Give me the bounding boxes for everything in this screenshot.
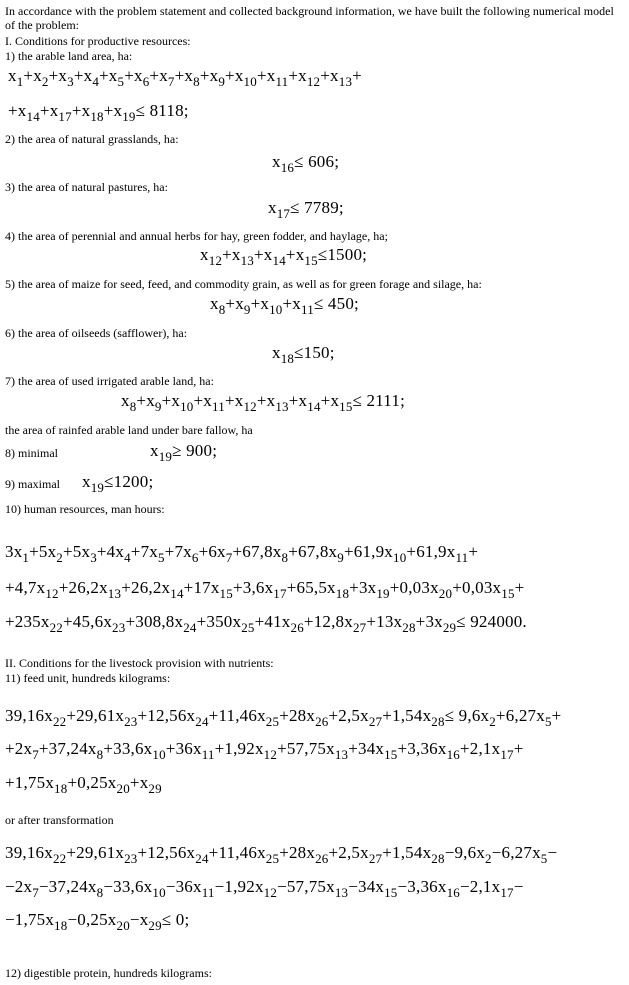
- equation-subscript: 16: [446, 885, 460, 900]
- transformed-equation-line-2: [5, 877, 524, 900]
- equation-term: ≤1500;: [317, 245, 368, 264]
- equation-term: +0,03x: [389, 578, 439, 597]
- section-heading-1: I. Conditions for productive resources:: [5, 34, 191, 48]
- equation-subscript: 8: [218, 302, 226, 317]
- equation-term: +13x: [366, 612, 403, 631]
- equation-subscript: 27: [368, 714, 383, 729]
- equation-term: +7x: [164, 542, 192, 561]
- equation-subscript: 18: [54, 781, 68, 796]
- equation-term: +x: [256, 66, 276, 85]
- equation-term: +x: [73, 66, 93, 85]
- condition-1-equation-line-1: [8, 66, 362, 89]
- equation-term: 3x: [5, 542, 23, 561]
- condition-6-label: 6) the area of oilseeds (safflower), ha:: [5, 326, 188, 340]
- equation-subscript: 10: [269, 302, 283, 317]
- equation-subscript: 10: [180, 399, 194, 414]
- equation-term: +61,9x: [406, 542, 456, 561]
- equation-term: +26,2x: [58, 578, 108, 597]
- equation-subscript: 22: [52, 851, 67, 866]
- equation-term: ≤ 2111;: [352, 391, 406, 410]
- equation-term: +3,6x: [232, 578, 274, 597]
- condition-7-label: 7) the area of used irrigated arable land, ha:: [5, 374, 214, 388]
- equation-term: +2x: [5, 739, 33, 758]
- equation-term: +x: [149, 66, 168, 85]
- equation-term: +12,8x: [303, 612, 353, 631]
- equation-subscript: 25: [265, 851, 280, 866]
- equation-subscript: 6: [142, 74, 150, 89]
- condition-1-equation-line-2: [8, 101, 189, 124]
- equation-term: +x: [124, 66, 143, 85]
- equation-subscript: 18: [90, 109, 104, 124]
- equation-subscript: 12: [306, 74, 321, 89]
- equation-subscript: 3: [67, 74, 74, 89]
- equation-term: x: [82, 472, 91, 491]
- equation-term: +12,56x: [137, 843, 196, 862]
- equation-subscript: 12: [208, 253, 223, 268]
- condition-10-equation-line-2: [5, 578, 525, 601]
- equation-subscript: 10: [152, 885, 166, 900]
- equation-term: +x: [225, 66, 244, 85]
- equation-subscript: 13: [334, 885, 349, 900]
- equation-subscript: 28: [402, 620, 416, 635]
- equation-subscript: 15: [339, 399, 353, 414]
- equation-subscript: 5: [117, 74, 125, 89]
- equation-term: +67,8x: [288, 542, 338, 561]
- equation-term: +11,46x: [208, 706, 266, 725]
- equation-subscript: 9: [154, 399, 162, 414]
- equation-term: +65,5x: [286, 578, 336, 597]
- equation-term: +: [468, 542, 479, 561]
- condition-5-equation: [210, 294, 359, 317]
- condition-1-label: 1) the arable land area, ha:: [5, 49, 133, 63]
- equation-subscript: 10: [152, 747, 166, 762]
- equation-term: +0,03x: [452, 578, 502, 597]
- equation-subscript: 15: [304, 253, 318, 268]
- equation-term: x: [200, 245, 209, 264]
- equation-term: x: [268, 198, 277, 217]
- equation-term: +33,6x: [103, 739, 153, 758]
- equation-term: ≤150;: [294, 343, 335, 362]
- equation-subscript: 24: [183, 620, 197, 635]
- equation-term: +x: [320, 66, 339, 85]
- equation-term: ≤ 924000.: [456, 612, 527, 631]
- equation-term: +2,1x: [459, 739, 501, 758]
- equation-subscript: 13: [275, 399, 289, 414]
- equation-term: +x: [23, 66, 42, 85]
- equation-subscript: 2: [41, 74, 49, 89]
- equation-term: +3x: [349, 578, 377, 597]
- equation-term: +1,54x: [382, 706, 432, 725]
- equation-term: +45,6x: [63, 612, 113, 631]
- equation-subscript: 17: [276, 206, 291, 221]
- equation-term: +29,61x: [66, 706, 125, 725]
- equation-term: −0,25x: [67, 910, 117, 929]
- condition-5-label: 5) the area of maize for seed, feed, and commodity grain, as well as for green forage and silage, ha:: [5, 277, 482, 291]
- equation-subscript: 12: [45, 586, 59, 601]
- equation-term: +x: [254, 245, 273, 264]
- equation-term: +4x: [96, 542, 125, 561]
- equation-term: +x: [222, 245, 241, 264]
- equation-subscript: 22: [49, 620, 63, 635]
- equation-subscript: 12: [263, 747, 278, 762]
- equation-term: +6x: [198, 542, 226, 561]
- equation-term: +11,46x: [208, 843, 266, 862]
- equation-subscript: 5: [544, 714, 552, 729]
- equation-term: +x: [256, 391, 276, 410]
- equation-term: +2,5x: [328, 843, 369, 862]
- equation-subscript: 17: [58, 109, 72, 124]
- equation-subscript: 12: [243, 399, 257, 414]
- condition-10-equation-line-3: [5, 612, 527, 635]
- equation-subscript: 24: [195, 851, 209, 866]
- equation-subscript: 13: [334, 747, 349, 762]
- equation-subscript: 19: [376, 586, 390, 601]
- equation-term: −36x: [165, 877, 202, 896]
- equation-subscript: 29: [442, 620, 457, 635]
- equation-subscript: 17: [500, 747, 514, 762]
- equation-term: +6,27x: [495, 706, 545, 725]
- equation-term: +x: [103, 101, 123, 120]
- condition-9-equation: [82, 472, 154, 495]
- equation-term: +3x: [415, 612, 443, 631]
- equation-subscript: 7: [167, 74, 175, 89]
- equation-term: +7x: [130, 542, 158, 561]
- condition-11-equation-line-2: [5, 739, 524, 762]
- equation-term: +x: [320, 391, 340, 410]
- equation-subscript: 14: [170, 586, 184, 601]
- transformed-equation-line-3: [5, 910, 190, 933]
- equation-subscript: 13: [338, 74, 353, 89]
- equation-term: ≤ 8118;: [135, 101, 189, 120]
- equation-subscript: 8: [96, 747, 104, 762]
- equation-term: −57,75x: [277, 877, 335, 896]
- equation-term: +26,2x: [121, 578, 171, 597]
- equation-term: +0,25x: [67, 773, 117, 792]
- equation-subscript: 14: [272, 253, 286, 268]
- equation-subscript: 8: [96, 885, 104, 900]
- equation-term: +x: [129, 773, 149, 792]
- equation-term: −37,24x: [38, 877, 97, 896]
- transformed-equation-line-1: [5, 843, 558, 866]
- equation-subscript: 15: [219, 586, 233, 601]
- equation-subscript: 16: [280, 160, 295, 175]
- equation-term: x: [150, 441, 159, 460]
- section-heading-2: II. Conditions for the livestock provision with nutrients:: [5, 656, 274, 670]
- equation-subscript: 7: [32, 885, 39, 900]
- equation-term: x: [121, 391, 130, 410]
- equation-term: −6,27x: [491, 843, 541, 862]
- equation-subscript: 1: [16, 74, 24, 89]
- equation-subscript: 24: [195, 714, 209, 729]
- equation-subscript: 15: [384, 885, 398, 900]
- equation-subscript: 26: [315, 714, 329, 729]
- equation-subscript: 22: [52, 714, 67, 729]
- equation-subscript: 8: [129, 399, 137, 414]
- equation-term: 39,16x: [5, 706, 53, 725]
- equation-term: +5x: [29, 542, 57, 561]
- condition-2-equation: [272, 152, 340, 175]
- condition-3-label: 3) the area of natural pastures, ha:: [5, 180, 168, 194]
- equation-term: −3,36x: [397, 877, 447, 896]
- equation-term: x: [8, 66, 17, 85]
- equation-subscript: 20: [116, 918, 130, 933]
- equation-subscript: 11: [275, 74, 289, 89]
- equation-term: +1,92x: [214, 739, 264, 758]
- equation-term: ≤ 606;: [294, 152, 340, 171]
- equation-subscript: 20: [438, 586, 453, 601]
- condition-8-equation: [150, 441, 218, 464]
- equation-subscript: 18: [335, 586, 350, 601]
- equation-term: −2,1x: [459, 877, 501, 896]
- equation-term: +1,54x: [382, 843, 432, 862]
- equation-subscript: 9: [337, 550, 344, 565]
- condition-9-label: 9) maximal: [5, 477, 60, 491]
- equation-term: +57,75x: [277, 739, 335, 758]
- equation-subscript: 23: [124, 714, 138, 729]
- equation-term: +x: [161, 391, 181, 410]
- equation-term: +36x: [165, 739, 202, 758]
- equation-term: −1,92x: [214, 877, 264, 896]
- equation-subscript: 28: [431, 851, 445, 866]
- equation-term: −2x: [5, 877, 33, 896]
- condition-12-label: 12) digestible protein, hundreds kilograms:: [5, 966, 212, 980]
- equation-subscript: 27: [352, 620, 367, 635]
- equation-term: +28x: [279, 706, 316, 725]
- equation-term: +: [513, 739, 524, 758]
- equation-subscript: 7: [225, 550, 233, 565]
- equation-subscript: 27: [368, 851, 383, 866]
- condition-4-label: 4) the area of perennial and annual herbs for hay, green fodder, and haylage, ha;: [5, 229, 388, 243]
- equation-term: +34x: [348, 739, 385, 758]
- condition-2-label: 2) the area of natural grasslands, ha:: [5, 132, 179, 146]
- equation-subscript: 19: [90, 480, 105, 495]
- equation-term: −: [547, 843, 558, 862]
- equation-term: +29,61x: [66, 843, 125, 862]
- equation-subscript: 14: [26, 109, 40, 124]
- equation-term: +x: [282, 294, 302, 313]
- equation-subscript: 8: [281, 550, 289, 565]
- equation-term: −: [513, 877, 524, 896]
- equation-subscript: 7: [32, 747, 39, 762]
- equation-subscript: 29: [148, 781, 162, 796]
- equation-term: ≤1200;: [104, 472, 154, 491]
- equation-term: +1,75x: [5, 773, 55, 792]
- equation-subscript: 18: [54, 918, 68, 933]
- equation-subscript: 12: [263, 885, 278, 900]
- equation-subscript: 11: [455, 550, 469, 565]
- equation-subscript: 19: [122, 109, 136, 124]
- equation-term: +x: [225, 294, 244, 313]
- equation-term: +350x: [196, 612, 242, 631]
- equation-subscript: 2: [485, 851, 492, 866]
- equation-subscript: 8: [193, 74, 200, 89]
- equation-term: +x: [288, 66, 307, 85]
- condition-11-equation-line-3: [5, 773, 162, 796]
- equation-subscript: 28: [431, 714, 445, 729]
- condition-11-equation-line-1: [5, 706, 562, 729]
- equation-term: +x: [39, 101, 59, 120]
- equation-subscript: 15: [501, 586, 515, 601]
- transformation-label: or after transformation: [5, 813, 114, 827]
- equation-subscript: 6: [191, 550, 199, 565]
- equation-subscript: 11: [201, 747, 215, 762]
- equation-subscript: 4: [124, 550, 131, 565]
- equation-term: +x: [285, 245, 305, 264]
- condition-6-equation: [272, 343, 335, 366]
- equation-subscript: 9: [243, 302, 251, 317]
- equation-term: +x: [136, 391, 155, 410]
- equation-term: +61,9x: [343, 542, 393, 561]
- equation-term: ≤ 0;: [161, 910, 190, 929]
- condition-4-equation: [200, 245, 368, 268]
- equation-subscript: 13: [107, 586, 122, 601]
- equation-subscript: 17: [500, 885, 514, 900]
- equation-term: +x: [99, 66, 118, 85]
- equation-term: +5x: [63, 542, 91, 561]
- equation-subscript: 10: [243, 74, 257, 89]
- equation-term: ≤ 9,6x: [444, 706, 490, 725]
- equation-subscript: 13: [240, 253, 255, 268]
- equation-term: −34x: [348, 877, 385, 896]
- equation-subscript: 2: [56, 550, 63, 565]
- equation-subscript: 11: [201, 885, 215, 900]
- equation-term: +x: [193, 391, 213, 410]
- equation-term: ≤ 450;: [313, 294, 359, 313]
- equation-term: x: [272, 343, 281, 362]
- equation-subscript: 4: [92, 74, 100, 89]
- equation-subscript: 19: [158, 449, 173, 464]
- equation-term: +x: [224, 391, 244, 410]
- equation-term: −33,6x: [103, 877, 153, 896]
- equation-term: +4,7x: [5, 578, 46, 597]
- condition-3-equation: [268, 198, 344, 221]
- equation-term: +x: [48, 66, 68, 85]
- equation-subscript: 23: [112, 620, 126, 635]
- equation-term: +67,8x: [232, 542, 282, 561]
- equation-term: +3,36x: [397, 739, 447, 758]
- equation-term: +235x: [5, 612, 50, 631]
- equation-term: +: [352, 66, 362, 85]
- equation-subscript: 10: [393, 550, 407, 565]
- condition-10-equation-line-1: [5, 542, 479, 565]
- equation-subscript: 14: [307, 399, 321, 414]
- equation-term: x: [210, 294, 219, 313]
- equation-term: +x: [199, 66, 219, 85]
- equation-subscript: 3: [90, 550, 97, 565]
- equation-subscript: 2: [489, 714, 496, 729]
- intro-paragraph: In accordance with the problem statement and collected background information, we have built the following numerical model of the problem:: [5, 4, 614, 32]
- equation-term: +x: [174, 66, 194, 85]
- equation-subscript: 18: [280, 351, 295, 366]
- equation-term: −x: [129, 910, 149, 929]
- equation-subscript: 11: [301, 302, 314, 317]
- equation-subscript: 5: [157, 550, 165, 565]
- rainfed-label: the area of rainfed arable land under bare fallow, ha: [5, 423, 253, 437]
- equation-term: +: [514, 578, 525, 597]
- condition-7-equation: [121, 391, 406, 414]
- equation-term: +x: [288, 391, 308, 410]
- condition-10-label: 10) human resources, man hours:: [5, 502, 165, 516]
- equation-subscript: 23: [124, 851, 138, 866]
- equation-term: ≥ 900;: [172, 441, 218, 460]
- equation-subscript: 17: [273, 586, 287, 601]
- equation-term: x: [272, 152, 281, 171]
- equation-term: +: [551, 706, 562, 725]
- equation-term: +17x: [183, 578, 220, 597]
- equation-term: +12,56x: [137, 706, 196, 725]
- equation-subscript: 26: [290, 620, 304, 635]
- equation-subscript: 20: [116, 781, 130, 796]
- equation-term: +37,24x: [38, 739, 97, 758]
- equation-term: 39,16x: [5, 843, 53, 862]
- equation-term: +x: [8, 101, 27, 120]
- equation-subscript: 1: [22, 550, 30, 565]
- equation-subscript: 25: [265, 714, 280, 729]
- equation-subscript: 15: [384, 747, 398, 762]
- equation-term: −9,6x: [444, 843, 486, 862]
- equation-subscript: 25: [241, 620, 255, 635]
- condition-11-label: 11) feed unit, hundreds kilograms:: [5, 671, 171, 685]
- equation-subscript: 9: [218, 74, 226, 89]
- condition-8-label: 8) minimal: [5, 446, 58, 460]
- equation-subscript: 16: [446, 747, 460, 762]
- equation-subscript: 11: [212, 399, 225, 414]
- equation-term: ≤ 7789;: [290, 198, 344, 217]
- equation-term: +2,5x: [328, 706, 369, 725]
- equation-subscript: 5: [540, 851, 548, 866]
- equation-subscript: 26: [315, 851, 329, 866]
- equation-term: +x: [71, 101, 91, 120]
- equation-term: −1,75x: [5, 910, 55, 929]
- equation-term: +28x: [279, 843, 316, 862]
- equation-term: +41x: [254, 612, 291, 631]
- equation-term: +x: [250, 294, 270, 313]
- equation-subscript: 29: [148, 918, 162, 933]
- equation-term: +308,8x: [125, 612, 184, 631]
